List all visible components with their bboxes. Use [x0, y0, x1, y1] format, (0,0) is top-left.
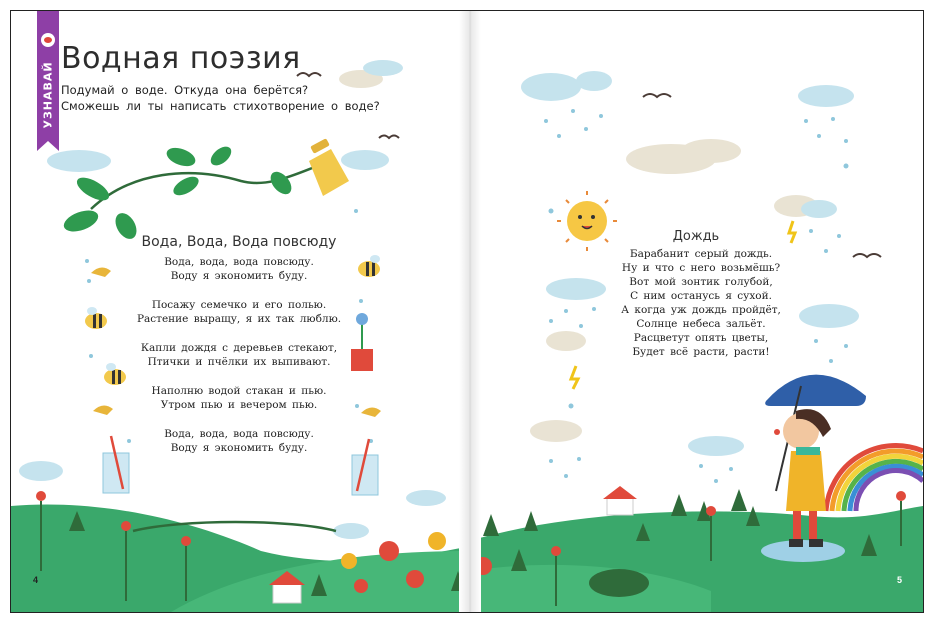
poem-title: Вода, Вода, Вода повсюду	[141, 234, 337, 250]
watering-can-icon	[309, 138, 349, 196]
book-gutter	[459, 11, 481, 612]
poem-line: Ну и что с него возьмёшь?	[621, 262, 781, 274]
poem-line: Воду я экономить буду.	[170, 270, 308, 282]
poem-line: Наполню водой стакан и пью.	[151, 385, 327, 397]
bee-icon	[85, 307, 107, 329]
page-number-right: 5	[897, 575, 903, 585]
poem-line: А когда уж дождь пройдёт,	[621, 304, 781, 316]
sun-icon	[557, 191, 617, 251]
bird-icon	[93, 405, 113, 415]
poem-body-rain	[601, 247, 801, 359]
poem-stanza	[121, 384, 357, 412]
bird-icon	[361, 407, 381, 417]
poem-line: Вода, вода, вода повсюду.	[164, 428, 314, 440]
poem-stanza	[121, 255, 357, 283]
poem-line: Солнце небеса зальёт.	[636, 318, 766, 330]
poem-line: Утром пью и вечером пью.	[160, 399, 318, 411]
bird-icon	[91, 267, 111, 277]
section-tab-label: УЗНАВАЙ	[41, 61, 55, 129]
page-number-left: 4	[33, 575, 39, 585]
rainbow-icon	[826, 446, 923, 511]
poem-line: Расцветут опять цветы,	[633, 332, 769, 344]
poem-line: Растение выращу, я их так люблю.	[136, 313, 342, 325]
logo-icon	[41, 33, 55, 47]
poem-stanza	[121, 298, 357, 326]
book-spread	[10, 10, 924, 613]
page-title: Водная поэзия	[61, 41, 301, 76]
poem-line: Посажу семечко и его полью.	[151, 299, 327, 311]
poem-line: Барабанит серый дождь.	[629, 248, 773, 260]
bush	[589, 569, 649, 597]
poem-stanza	[121, 427, 357, 455]
poem-line: С ним останусь я сухой.	[630, 290, 772, 302]
intro-text	[61, 82, 380, 114]
poem-line: Птички и пчёлки их выпивают.	[147, 356, 331, 368]
poem-stanza	[121, 341, 357, 369]
section-tab	[37, 11, 59, 141]
poem-line: Вода, вода, вода повсюду.	[164, 256, 314, 268]
poem-line: Будет всё расти, расти!	[632, 346, 770, 358]
poem-title-rain: Дождь	[672, 229, 720, 244]
poem-line: Капли дождя с деревьев стекают,	[140, 342, 338, 354]
lightning-icon	[789, 221, 795, 243]
lightning-icon	[571, 366, 578, 389]
intro-line: Подумай о воде. Откуда она берётся?	[61, 83, 309, 97]
poem-line: Воду я экономить буду.	[170, 442, 308, 454]
intro-line: Сможешь ли ты написать стихотворение о воде?	[61, 99, 380, 113]
poem-body	[121, 255, 357, 470]
house-icon	[603, 486, 637, 515]
bee-icon	[358, 255, 380, 277]
poem-line: Вот мой зонтик голубой,	[629, 276, 773, 288]
